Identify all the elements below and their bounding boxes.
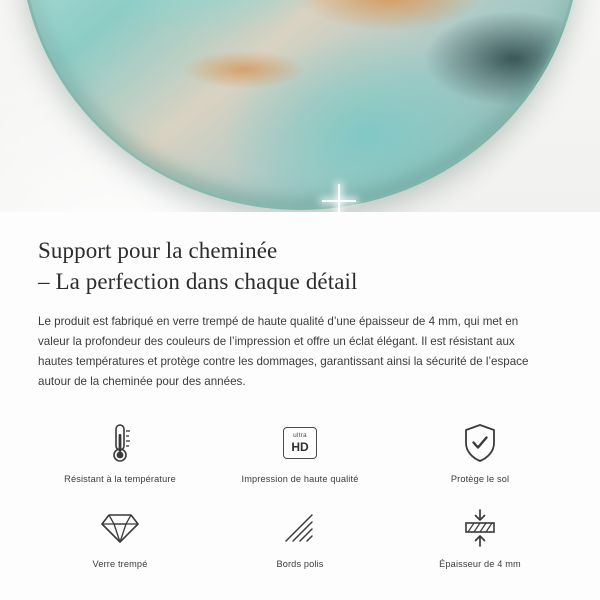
feature-item-tempered-glass (30, 500, 210, 579)
hero-image (0, 0, 600, 212)
feature-label: Verre trempé (92, 558, 148, 569)
feature-label: Résistant à la température (64, 473, 176, 484)
feature-item-print-quality (210, 415, 390, 494)
thermometer-icon (107, 421, 133, 465)
feature-item-polished-edges (210, 500, 390, 579)
thickness-arrows-icon (460, 506, 500, 550)
shield-check-icon (463, 421, 497, 465)
round-glass-panel (20, 0, 580, 210)
feature-label: Bords polis (276, 558, 324, 569)
badge-top-text: ultra (293, 432, 307, 439)
feature-item-temperature (30, 415, 210, 494)
text-content (0, 212, 600, 393)
feature-item-thickness (390, 500, 570, 579)
page-title (38, 236, 562, 298)
ultra-hd-badge-icon (283, 421, 317, 465)
badge-main-text: HD (291, 439, 309, 454)
feature-label: Impression de haute qualité (241, 473, 359, 484)
polished-edges-icon (282, 506, 318, 550)
feature-item-floor-protection (390, 415, 570, 494)
feature-label: Protège le sol (450, 473, 510, 484)
marble-print-art (20, 0, 580, 210)
headline-line-1: Support pour la cheminée (38, 238, 278, 263)
headline-line-2: – La perfection dans chaque détail (38, 268, 358, 294)
body-paragraph: Le produit est fabriqué en verre trempé de haute qualité d’une épaisseur de 4 mm, qui met en valeur la profondeur des couleurs de l’impression et offre un éclat élégant. Il est résistant aux hautes températures et protège contre les dommages, garantissant ainsi la sécurité de l’espace autour de la cheminée pour des années. (38, 314, 529, 389)
feature-grid (0, 393, 600, 579)
feature-label: Épaisseur de 4 mm (439, 558, 521, 569)
diamond-icon (100, 506, 140, 550)
